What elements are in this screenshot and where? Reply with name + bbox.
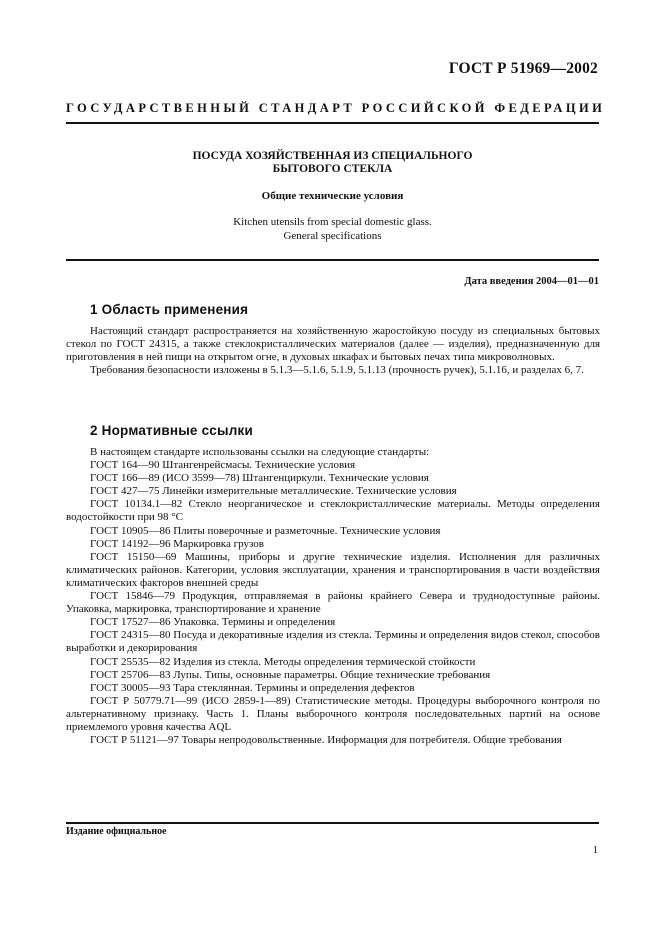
english-title [66,215,599,243]
footer-divider [66,822,599,824]
reference-item: ГОСТ 30005—93 Тара стеклянная. Термины и определения дефектов [90,681,415,694]
section-2-heading: 2 Нормативные ссылки [90,423,253,438]
section-1-heading: 1 Область применения [90,302,249,317]
paragraph: Требования безопасности изложены в 5.1.3—5.1.6, 5.1.9, 5.1.13 (прочность ручек), 5.1.16, и разделах 6, 7. [90,364,584,377]
document-subtitle: Общие технические условия [261,190,404,202]
reference-item: ГОСТ 166—89 (ИСО 3599—78) Штангенциркули. Технические условия [90,472,429,485]
english-title-line-1: Kitchen utensils from special domestic glass. [233,216,432,228]
title-divider [66,259,599,261]
reference-item: ГОСТ 15150—69 Машины, приборы и другие технические изделия. Исполнения для различных климатических районов. Категории, условия эксплуатации, хранения и транспортирования в части воздействия климатических факторов внешней среды [66,550,600,589]
reference-item: ГОСТ 14192—96 Маркировка грузов [90,537,264,550]
reference-item: ГОСТ 17527—86 Упаковка. Термины и определения [90,616,336,629]
english-title-line-2: General specifications [283,230,382,242]
reference-item: ГОСТ 10134.1—82 Стекло неорганическое и стеклокристаллические материалы. Методы определения водостойкости при 98 °С [66,498,600,524]
title-line-2: БЫТОВОГО СТЕКЛА [272,163,393,175]
title-line-1: ПОСУДА ХОЗЯЙСТВЕННАЯ ИЗ СПЕЦИАЛЬНОГО [192,150,473,162]
reference-item: ГОСТ 15846—79 Продукция, отправляемая в районы крайнего Севера и труднодоступные районы. Упаковка, маркировка, транспортирование и хранение [66,590,600,616]
paragraph: Настоящий стандарт распространяется на хозяйственную жаростойкую посуду из специальных бытовых стекол по ГОСТ 24315, а также стеклокристаллических материалов (далее — изделия), предназначенную для приготовления в ней пищи на открытом огне, в духовых шкафах и бытовых печах типа микроволновых. [66,325,600,364]
section-2-body [66,446,600,747]
section-1-body [66,325,600,377]
reference-item: ГОСТ 164—90 Штангенрейсмасы. Технические условия [90,459,356,472]
reference-item: ГОСТ Р 51121—97 Товары непродовольственные. Информация для потребителя. Общие требования [90,734,562,747]
header-divider [66,122,599,124]
introduction-date: Дата введения 2004—01—01 [464,276,599,287]
document-title [66,150,599,176]
reference-item: ГОСТ 24315—80 Посуда и декоративные изделия из стекла. Термины и определения видов стекол, способов выработки и декорирования [66,629,600,655]
reference-item: ГОСТ 25535—82 Изделия из стекла. Методы определения термической стойкости [90,655,476,668]
reference-item: ГОСТ 10905—86 Плиты поверочные и разметочные. Технические условия [90,524,441,537]
paragraph: В настоящем стандарте использованы ссылки на следующие стандарты: [90,446,430,458]
page-number: 1 [592,845,598,856]
reference-item: ГОСТ 25706—83 Лупы. Типы, основные параметры. Общие технические требования [90,668,491,681]
reference-item: ГОСТ 427—75 Линейки измерительные металлические. Технические условия [90,485,457,498]
state-standard-heading: ГОСУДАРСТВЕННЫЙ СТАНДАРТ РОССИЙСКОЙ ФЕДЕРАЦИИ [66,101,606,115]
official-edition-label: Издание официальное [66,826,167,837]
reference-item: ГОСТ Р 50779.71—99 (ИСО 2859-1—89) Статистические методы. Процедуры выборочного контроля по альтернативному признаку. Часть 1. Планы выборочного контроля последовательных партий на основе приемлемого уровня качества AQL [66,694,600,733]
document-number: ГОСТ Р 51969—2002 [448,60,598,77]
